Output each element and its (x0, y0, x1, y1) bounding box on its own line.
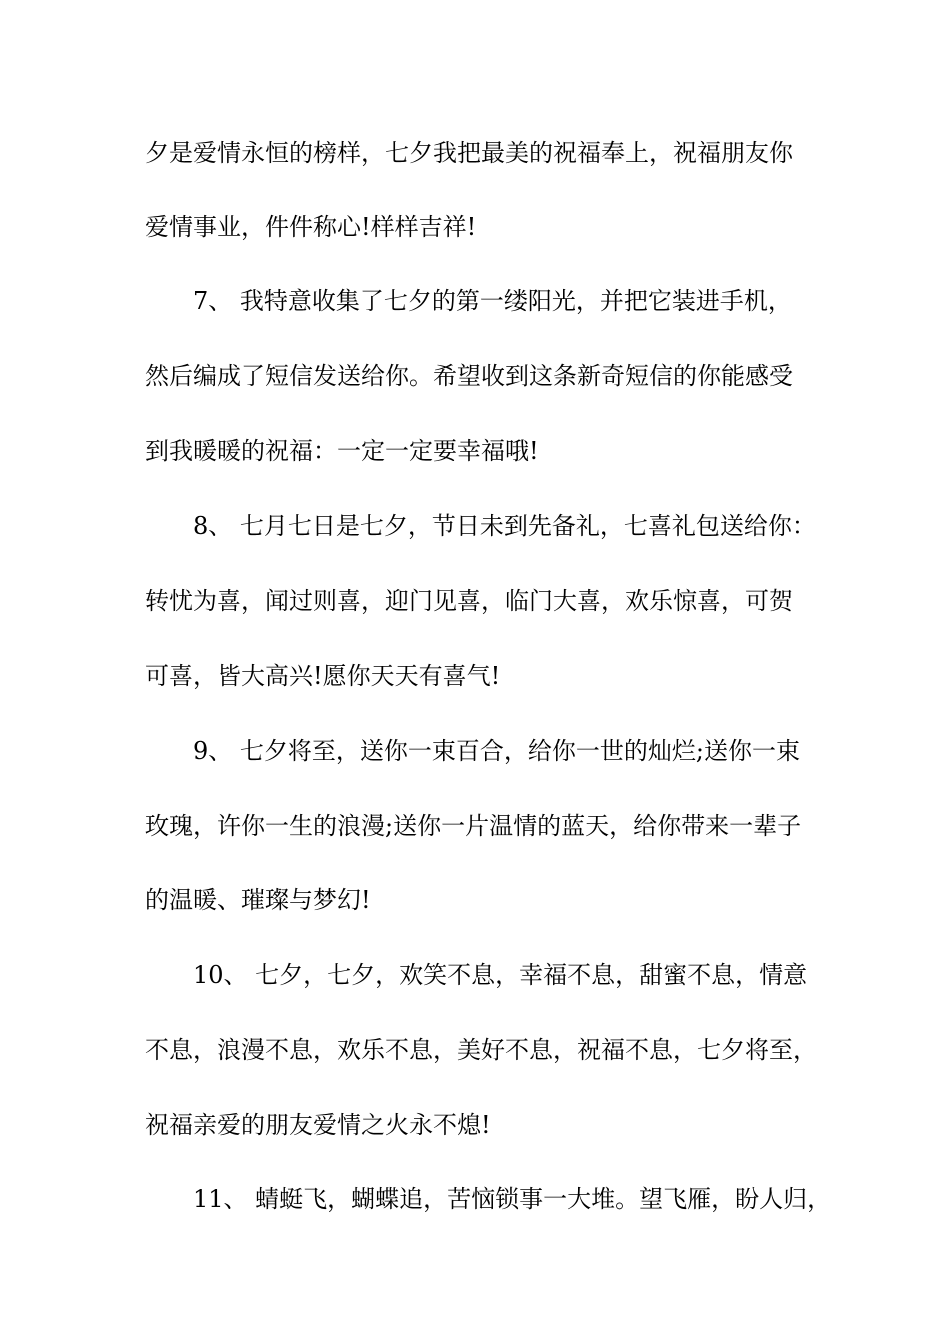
text-line: 可喜，皆大高兴!愿你天天有喜气! (145, 662, 501, 690)
text-line: 玫瑰，许你一生的浪漫;送你一片温情的蓝天，给你带来一辈子 (145, 812, 802, 840)
text-line: 转忧为喜，闻过则喜，迎门见喜，临门大喜，欢乐惊喜，可贺 (145, 587, 793, 615)
text-line: 然后编成了短信发送给你。希望收到这条新奇短信的你能感受 (145, 362, 793, 390)
text-line: 夕是爱情永恒的榜样，七夕我把最美的祝福奉上，祝福朋友你 (145, 139, 793, 167)
text-line: 的温暖、璀璨与梦幻! (145, 886, 371, 914)
text-line: 祝福亲爱的朋友爱情之火永不熄! (145, 1111, 491, 1139)
text-line: 爱情事业，件件称心!样样吉祥! (145, 213, 477, 241)
list-item-7: 7、 我特意收集了七夕的第一缕阳光，并把它装进手机， (193, 287, 792, 315)
list-item-9: 9、 七夕将至，送你一束百合，给你一世的灿烂;送你一束 (193, 737, 800, 765)
list-item-8: 8、 七月七日是七夕，节日未到先备礼，七喜礼包送给你： (193, 512, 816, 540)
list-item-11: 11、 蜻蜓飞，蝴蝶追，苦恼锁事一大堆。望飞雁，盼人归， (193, 1185, 832, 1213)
list-item-10: 10、 七夕，七夕，欢笑不息，幸福不息，甜蜜不息，情意 (193, 961, 808, 989)
text-line: 到我暖暖的祝福：一定一定要幸福哦! (145, 437, 539, 465)
text-line: 不息，浪漫不息，欢乐不息，美好不息，祝福不息，七夕将至， (145, 1036, 817, 1064)
